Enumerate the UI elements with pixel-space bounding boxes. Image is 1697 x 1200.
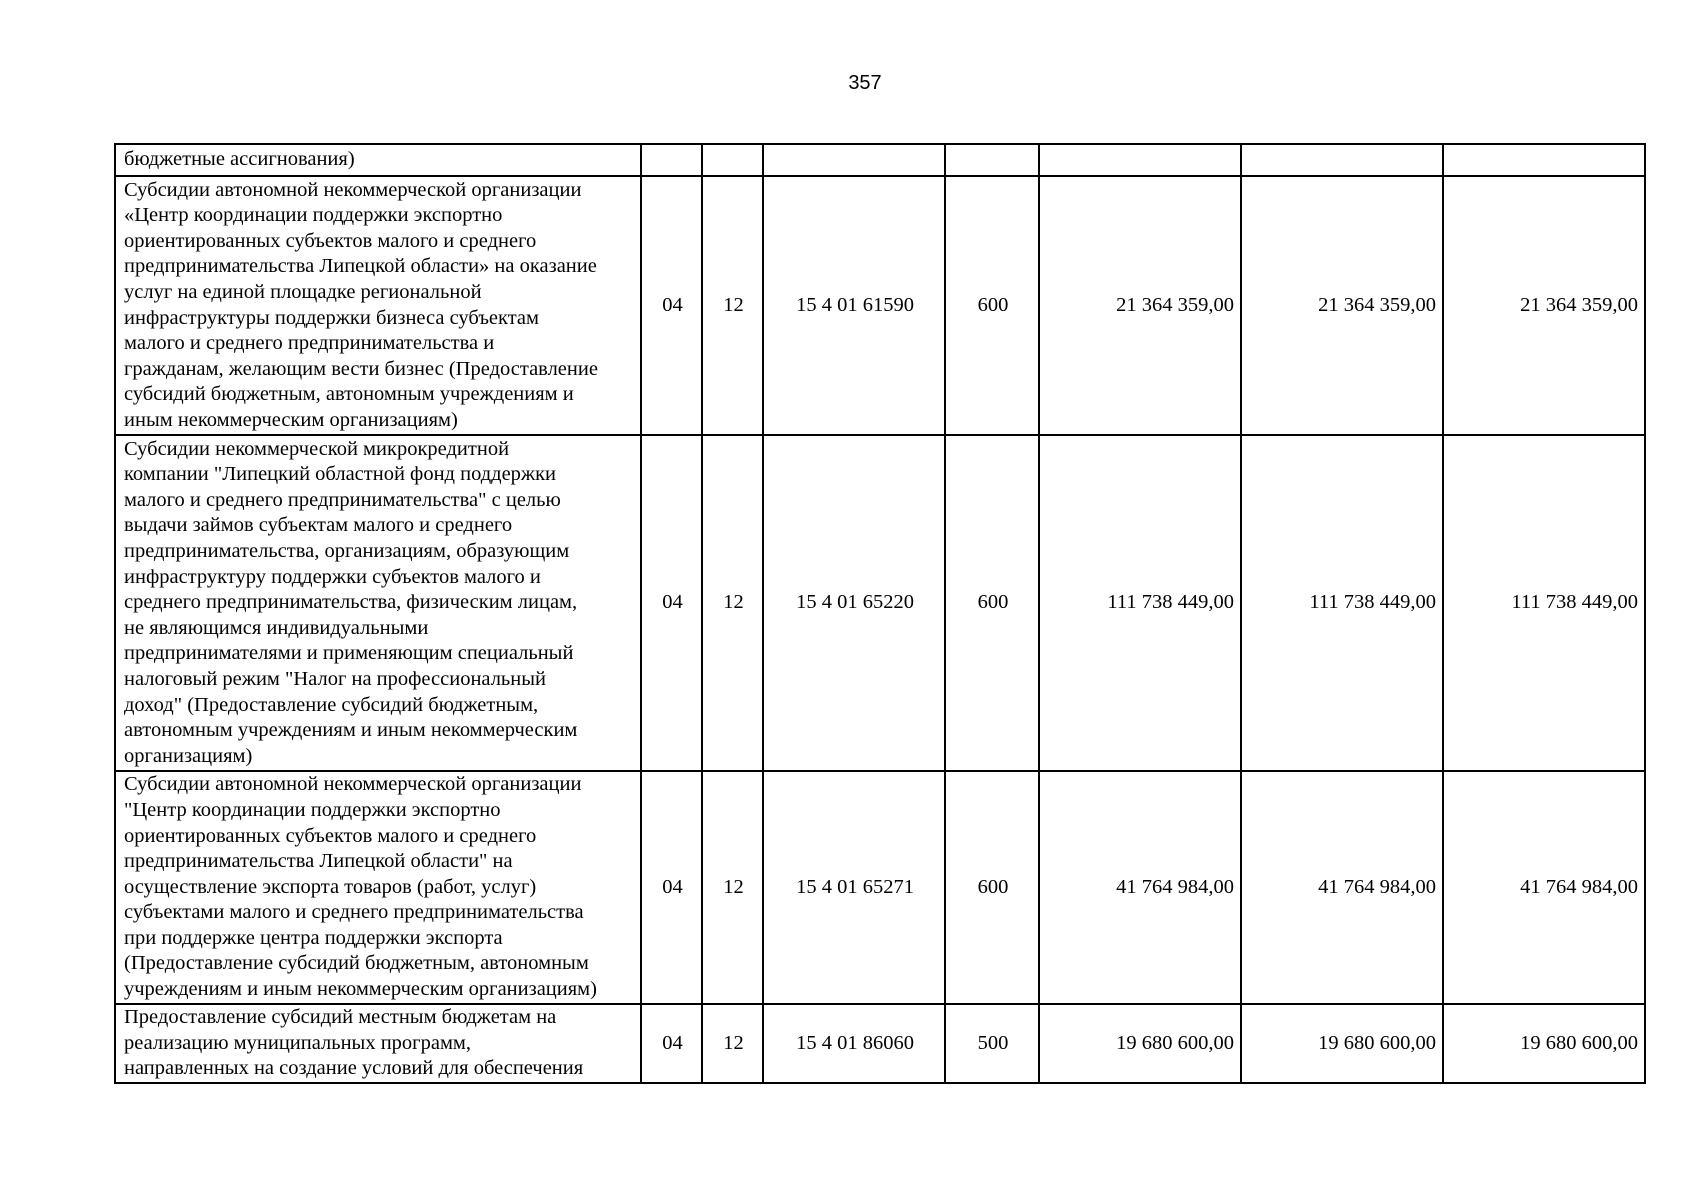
description-line: не являющимся индивидуальными (124, 616, 429, 639)
target-article-cell: 15 4 01 61590 (763, 176, 945, 435)
amount-year3-cell: 41 764 984,00 (1443, 771, 1645, 1004)
description-line: малого и среднего предпринимательства и (124, 332, 495, 355)
razdel-cell: 04 (641, 435, 702, 771)
description-line: инфраструктуру поддержки субъектов малого и (124, 565, 541, 588)
description-line: гражданам, желающим вести бизнес (Предоставление (124, 357, 598, 380)
row-description (115, 176, 641, 435)
description-line: налоговый режим "Налог на профессиональный (124, 667, 546, 690)
podrazdel-cell: 12 (702, 771, 763, 1004)
description-line: инфраструктуры поддержки бизнеса субъектам (124, 306, 539, 329)
page-number: 357 (848, 72, 882, 94)
description-line: предпринимательства Липецкой области» на оказание (124, 255, 597, 278)
target-article-cell: 15 4 01 65220 (763, 435, 945, 771)
description-line: доход" (Предоставление субсидий бюджетным, (124, 693, 539, 716)
row-description (115, 144, 641, 176)
amount-year2-cell: 21 364 359,00 (1241, 176, 1443, 435)
description-line: субсидий бюджетным, автономным учреждениям и (124, 383, 574, 406)
amount-year1-cell (1039, 144, 1241, 176)
description-line: направленных на создание условий для обеспечения (124, 1057, 584, 1080)
razdel-cell (641, 144, 702, 176)
description-line: при поддержке центра поддержки экспорта (124, 926, 503, 949)
amount-year1-cell: 41 764 984,00 (1039, 771, 1241, 1004)
description-line: (Предоставление субсидий бюджетным, автономным (124, 952, 589, 975)
table-row (115, 176, 1645, 435)
description-line: выдачи займов субъектам малого и среднего (124, 514, 513, 537)
podrazdel-cell: 12 (702, 176, 763, 435)
table-row (115, 144, 1645, 176)
amount-year3-cell: 21 364 359,00 (1443, 176, 1645, 435)
description-line: учреждениям и иным некоммерческим организациям) (124, 978, 597, 1001)
amount-year2-cell: 111 738 449,00 (1241, 435, 1443, 771)
description-line: услуг на единой площадке региональной (124, 280, 482, 303)
amount-year2-cell: 41 764 984,00 (1241, 771, 1443, 1004)
amount-year1-cell: 21 364 359,00 (1039, 176, 1241, 435)
description-line: ориентированных субъектов малого и среднего (124, 229, 537, 252)
target-article-cell (763, 144, 945, 176)
target-article-cell: 15 4 01 65271 (763, 771, 945, 1004)
table-row (115, 435, 1645, 771)
amount-year3-cell: 111 738 449,00 (1443, 435, 1645, 771)
razdel-cell: 04 (641, 176, 702, 435)
description-line: "Центр координации поддержки экспортно (124, 798, 501, 821)
amount-year2-cell (1241, 144, 1443, 176)
expense-type-cell: 600 (945, 771, 1039, 1004)
description-line: Предоставление субсидий местным бюджетам на (124, 1006, 557, 1029)
description-line: предпринимательства, организациям, образующим (124, 540, 570, 563)
description-line: иным некоммерческим организациям) (124, 408, 458, 431)
description-line: автономным учреждениям и иным некоммерческим (124, 719, 578, 742)
amount-year2-cell: 19 680 600,00 (1241, 1004, 1443, 1083)
description-line: осуществление экспорта товаров (работ, услуг) (124, 875, 537, 898)
description-line: бюджетные ассигнования) (124, 148, 355, 171)
expense-type-cell (945, 144, 1039, 176)
description-line: реализацию муниципальных программ, (124, 1031, 472, 1054)
amount-year1-cell: 19 680 600,00 (1039, 1004, 1241, 1083)
description-line: предпринимателями и применяющим специальный (124, 642, 574, 665)
amount-year3-cell: 19 680 600,00 (1443, 1004, 1645, 1083)
budget-table (114, 143, 1646, 1084)
row-description (115, 771, 641, 1004)
row-description (115, 435, 641, 771)
podrazdel-cell: 12 (702, 1004, 763, 1083)
expense-type-cell: 500 (945, 1004, 1039, 1083)
description-line: организациям) (124, 744, 253, 767)
amount-year3-cell (1443, 144, 1645, 176)
description-line: Субсидии некоммерческой микрокредитной (124, 437, 510, 460)
description-line: малого и среднего предпринимательства" с целью (124, 488, 561, 511)
description-line: Субсидии автономной некоммерческой организации (124, 773, 582, 796)
description-line: Субсидии автономной некоммерческой организации (124, 178, 582, 201)
description-line: «Центр координации поддержки экспортно (124, 204, 503, 227)
table-row (115, 1004, 1645, 1083)
podrazdel-cell (702, 144, 763, 176)
row-description (115, 1004, 641, 1083)
table-row (115, 771, 1645, 1004)
description-line: ориентированных субъектов малого и среднего (124, 824, 537, 847)
razdel-cell: 04 (641, 771, 702, 1004)
razdel-cell: 04 (641, 1004, 702, 1083)
description-line: среднего предпринимательства, физическим лицам, (124, 591, 578, 614)
amount-year1-cell: 111 738 449,00 (1039, 435, 1241, 771)
podrazdel-cell: 12 (702, 435, 763, 771)
description-line: компании "Липецкий областной фонд поддержки (124, 463, 557, 486)
target-article-cell: 15 4 01 86060 (763, 1004, 945, 1083)
expense-type-cell: 600 (945, 176, 1039, 435)
description-line: субъектами малого и среднего предпринимательства (124, 901, 584, 924)
description-line: предпринимательства Липецкой области" на (124, 850, 513, 873)
expense-type-cell: 600 (945, 435, 1039, 771)
